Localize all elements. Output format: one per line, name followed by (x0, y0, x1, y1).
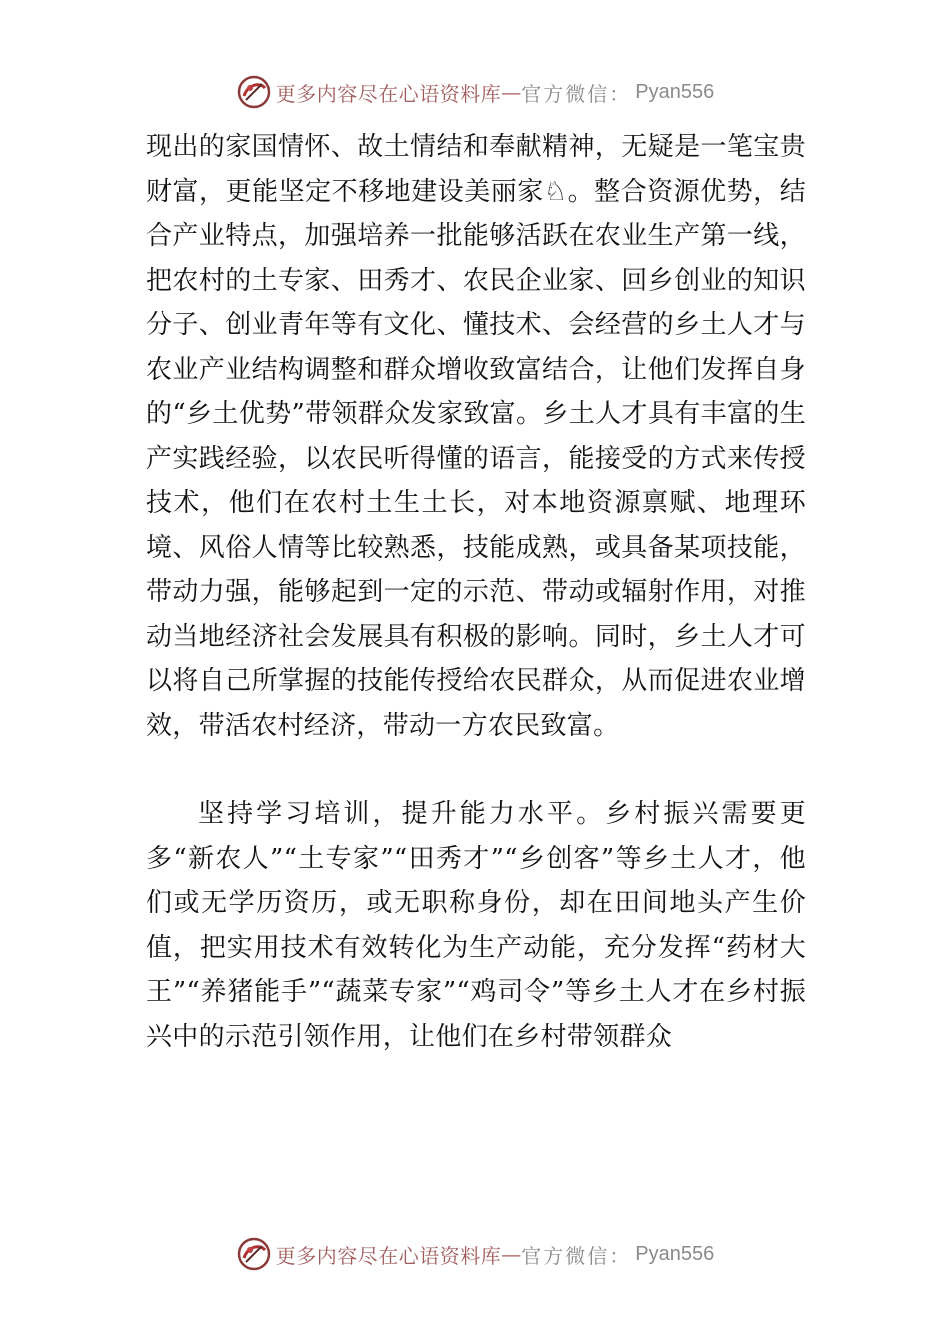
header-dash: — (501, 80, 522, 104)
header-wechat-label: 官方微信： (521, 81, 632, 106)
footer-dash: — (501, 1242, 522, 1266)
paragraph-1: 现出的家国情怀、故土情结和奉献精神，无疑是一笔宝贵财富，更能坚定不移地建设美丽家♘。整合资源优势，结合产业特点，加强培养一批能够活跃在农业生产第一线，把农村的土专家、田秀才、农民企业家、回乡创业的知识分子、创业青年等有文化、懂技术、会经营的乡土人才与农业产业结构调整和群众增收致富结合，让他们发挥自身的“乡土优势”带领群众发家致富。乡土人才具有丰富的生产实践经验，以农民听得懂的语言，能接受的方式来传授技术，他们在农村土生土长，对本地资源禀赋、地理环境、风俗人情等比较熟悉，技能成熟，或具备某项技能，带动力强，能够起到一定的示范、带动或辐射作用，对推动当地经济社会发展具有积极的影响。同时，乡土人才可以将自己所掌握的技能传授给农民群众，从而促进农业增效，带活农村经济，带动一方农民致富。 (146, 132, 806, 741)
header-brand-text: 更多内容尽在心语资料库 (275, 81, 502, 106)
header-wechat-id: Pyan556 (635, 80, 715, 103)
paragraph-spacer (146, 748, 806, 792)
brand-logo-icon (236, 1236, 272, 1272)
header-watermark (0, 70, 950, 114)
footer-wechat-id: Pyan556 (635, 1242, 715, 1265)
brand-logo-icon (236, 74, 272, 110)
footer-watermark (0, 1232, 950, 1276)
paragraph-2: 坚持学习培训，提升能力水平。乡村振兴需要更多“新农人”“土专家”“田秀才”“乡创客”等乡土人才，他们或无学历资历，或无职称身份，却在田间地头产生价值，把实用技术有效转化为生产动能，充分发挥“药材大王”“养猪能手”“蔬菜专家”“鸡司令”等乡土人才在乡村振兴中的示范引领作用，让他们在乡村带领群众 (146, 799, 806, 1052)
footer-wechat-label: 官方微信： (521, 1243, 632, 1268)
footer-brand-text: 更多内容尽在心语资料库 (275, 1243, 502, 1268)
document-body (146, 125, 806, 1059)
